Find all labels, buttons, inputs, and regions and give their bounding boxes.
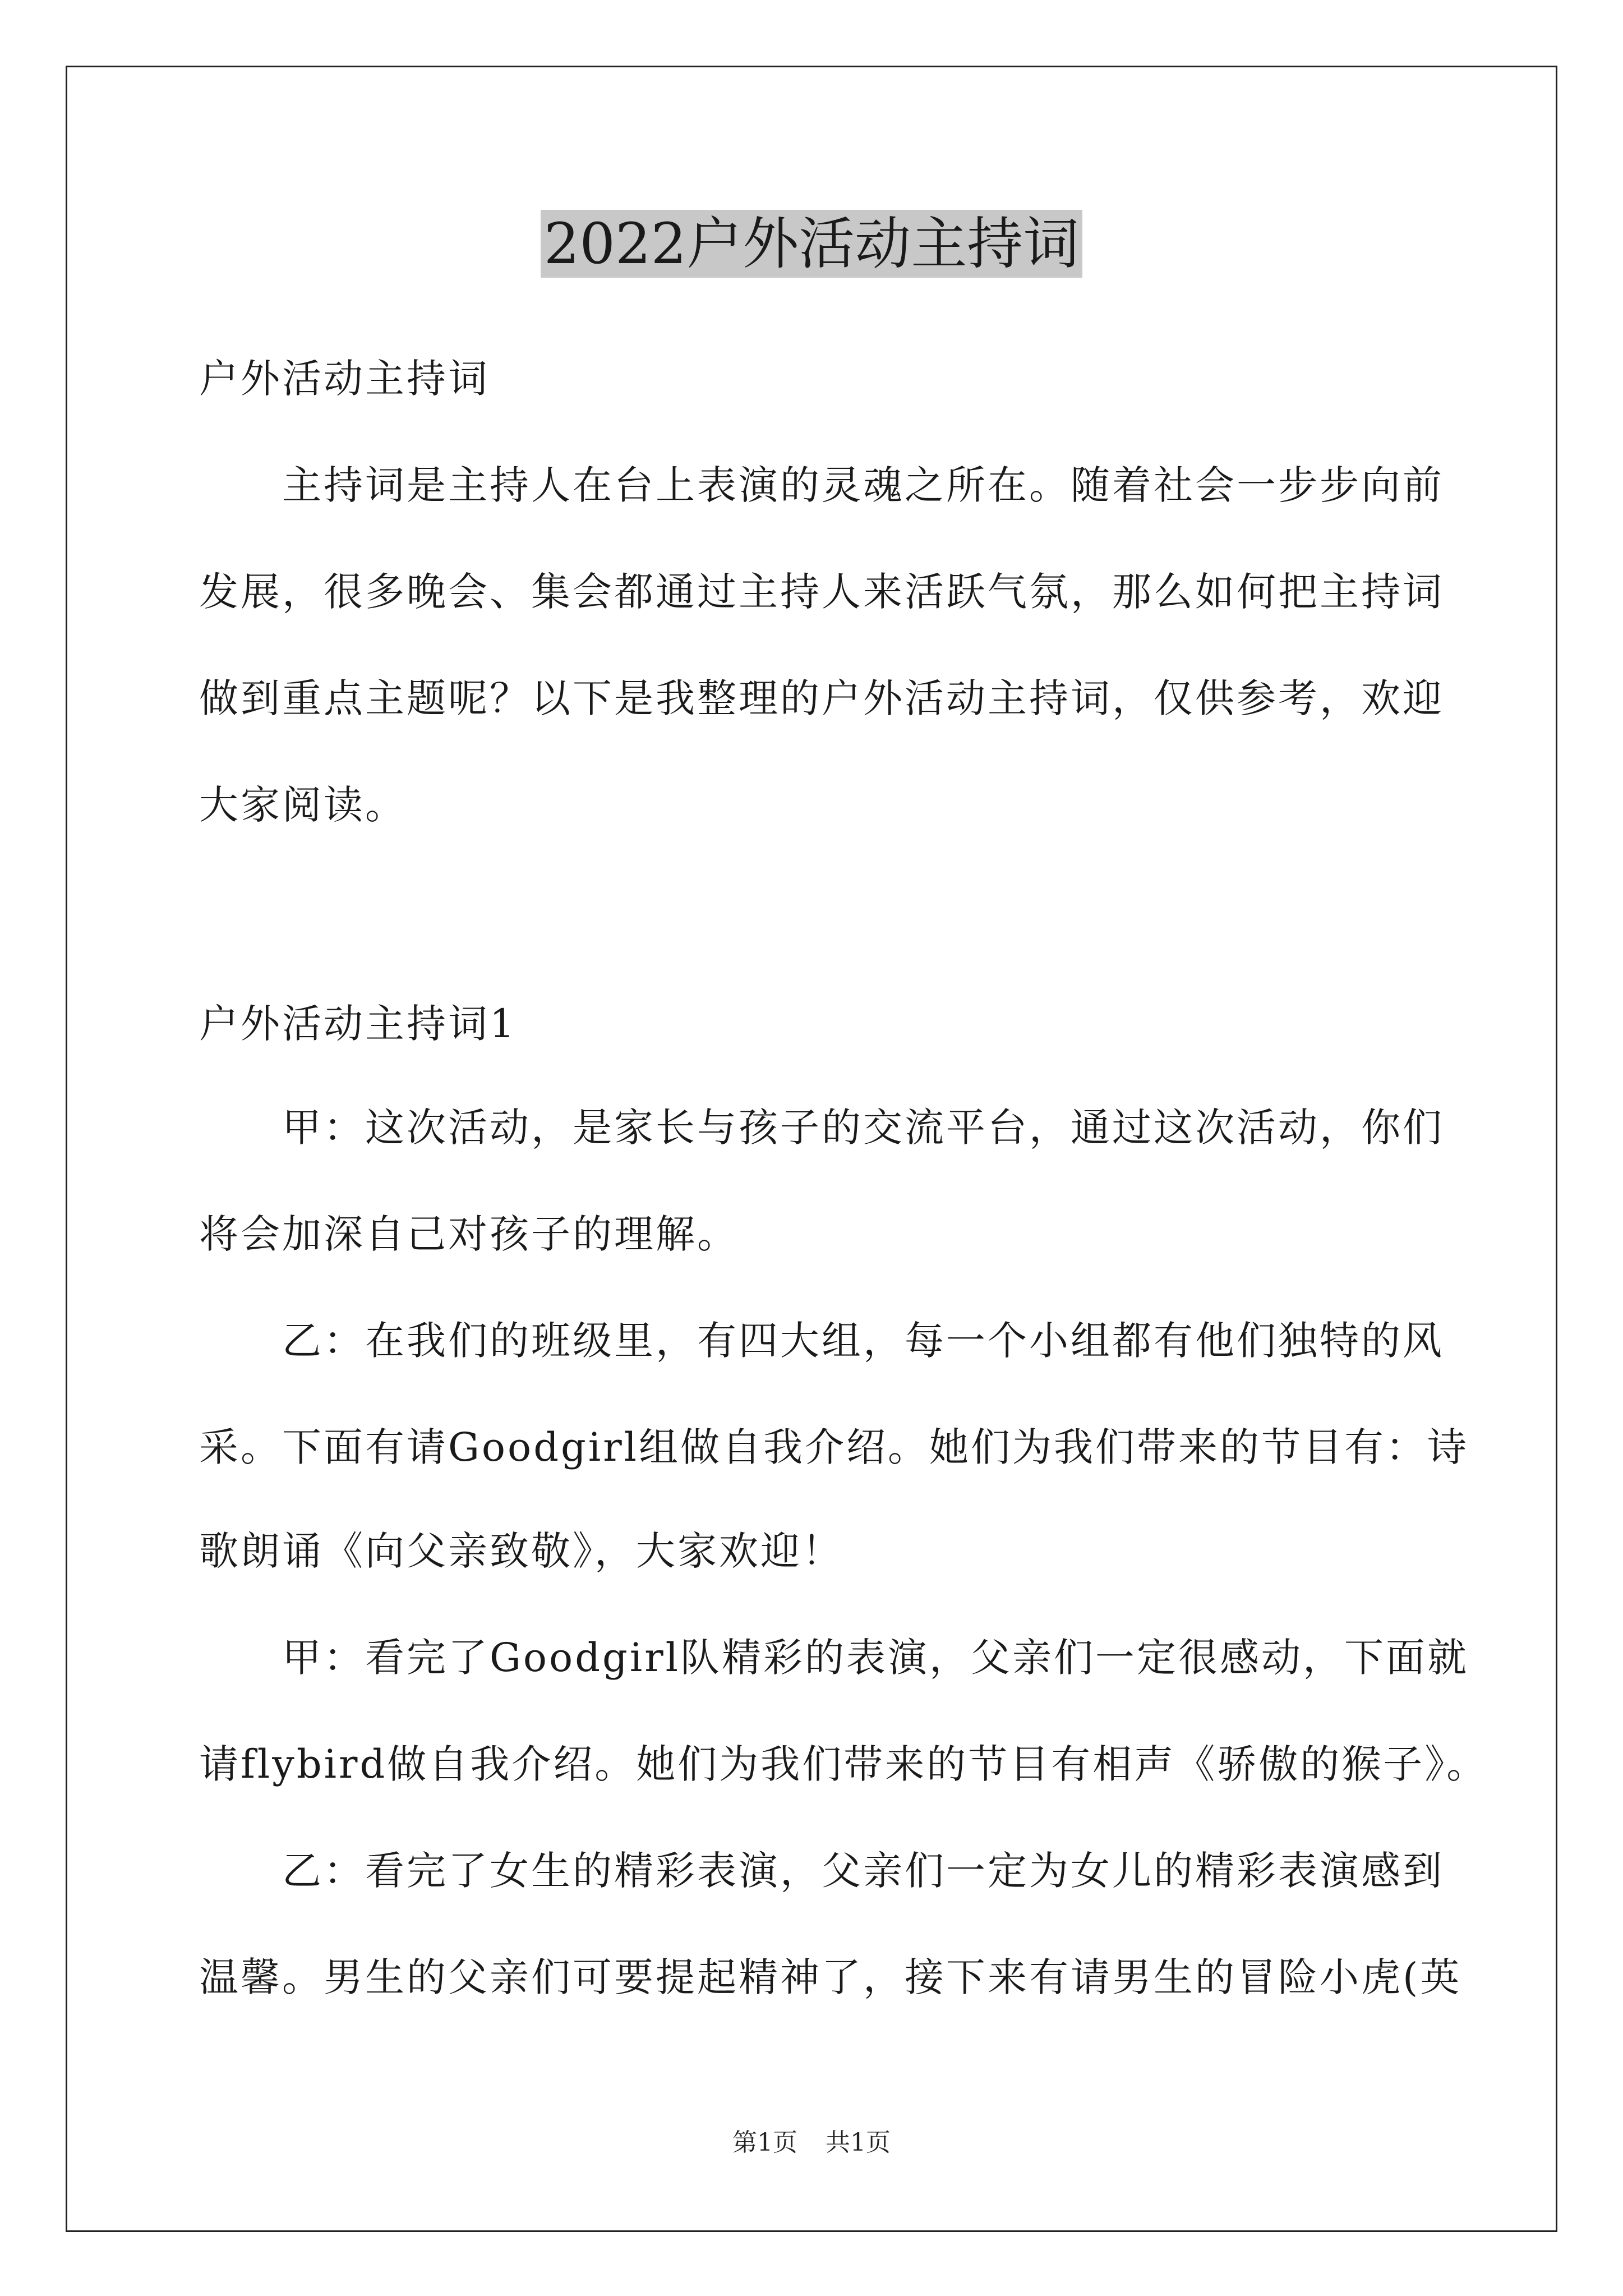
page-total: 共1页: [826, 2128, 891, 2157]
text-line: 户外活动主持词1: [199, 1001, 517, 1047]
text-line: 户外活动主持词: [199, 356, 490, 402]
document-title: [0, 208, 1623, 280]
text-line: 主持词是主持人在台上表演的灵魂之所在。随着社会一步步向前: [199, 462, 1444, 508]
text-line: 采。下面有请Goodgirl组做自我介绍。她们为我们带来的节目有：诗: [199, 1424, 1469, 1470]
text-line: 甲：这次活动，是家长与孩子的交流平台，通过这次活动，你们: [199, 1105, 1444, 1151]
text-line: 温馨。男生的父亲们可要提起精神了，接下来有请男生的冒险小虎(英: [199, 1954, 1462, 2000]
text-line: 将会加深自己对孩子的理解。: [199, 1211, 739, 1257]
text-line: 大家阅读。: [199, 782, 407, 828]
text-line: 乙：在我们的班级里，有四大组，每一个小组都有他们独特的风: [199, 1318, 1444, 1364]
text-line: 做到重点主题呢？以下是我整理的户外活动主持词，仅供参考，欢迎: [199, 675, 1444, 721]
text-line: 乙：看完了女生的精彩表演，父亲们一定为女儿的精彩表演感到: [199, 1848, 1444, 1894]
title-text: 2022户外活动主持词: [541, 210, 1083, 278]
text-line: 请flybird做自我介绍。她们为我们带来的节目有相声《骄傲的猴子》。: [199, 1741, 1488, 1787]
page-footer: [0, 2126, 1623, 2160]
page-number: 第1页: [732, 2128, 797, 2157]
text-line: 歌朗诵《向父亲致敬》，大家欢迎！: [199, 1528, 843, 1574]
text-line: 发展，很多晚会、集会都通过主持人来活跃气氛，那么如何把主持词: [199, 569, 1444, 615]
text-line: 甲：看完了Goodgirl队精彩的表演，父亲们一定很感动，下面就: [199, 1635, 1469, 1681]
